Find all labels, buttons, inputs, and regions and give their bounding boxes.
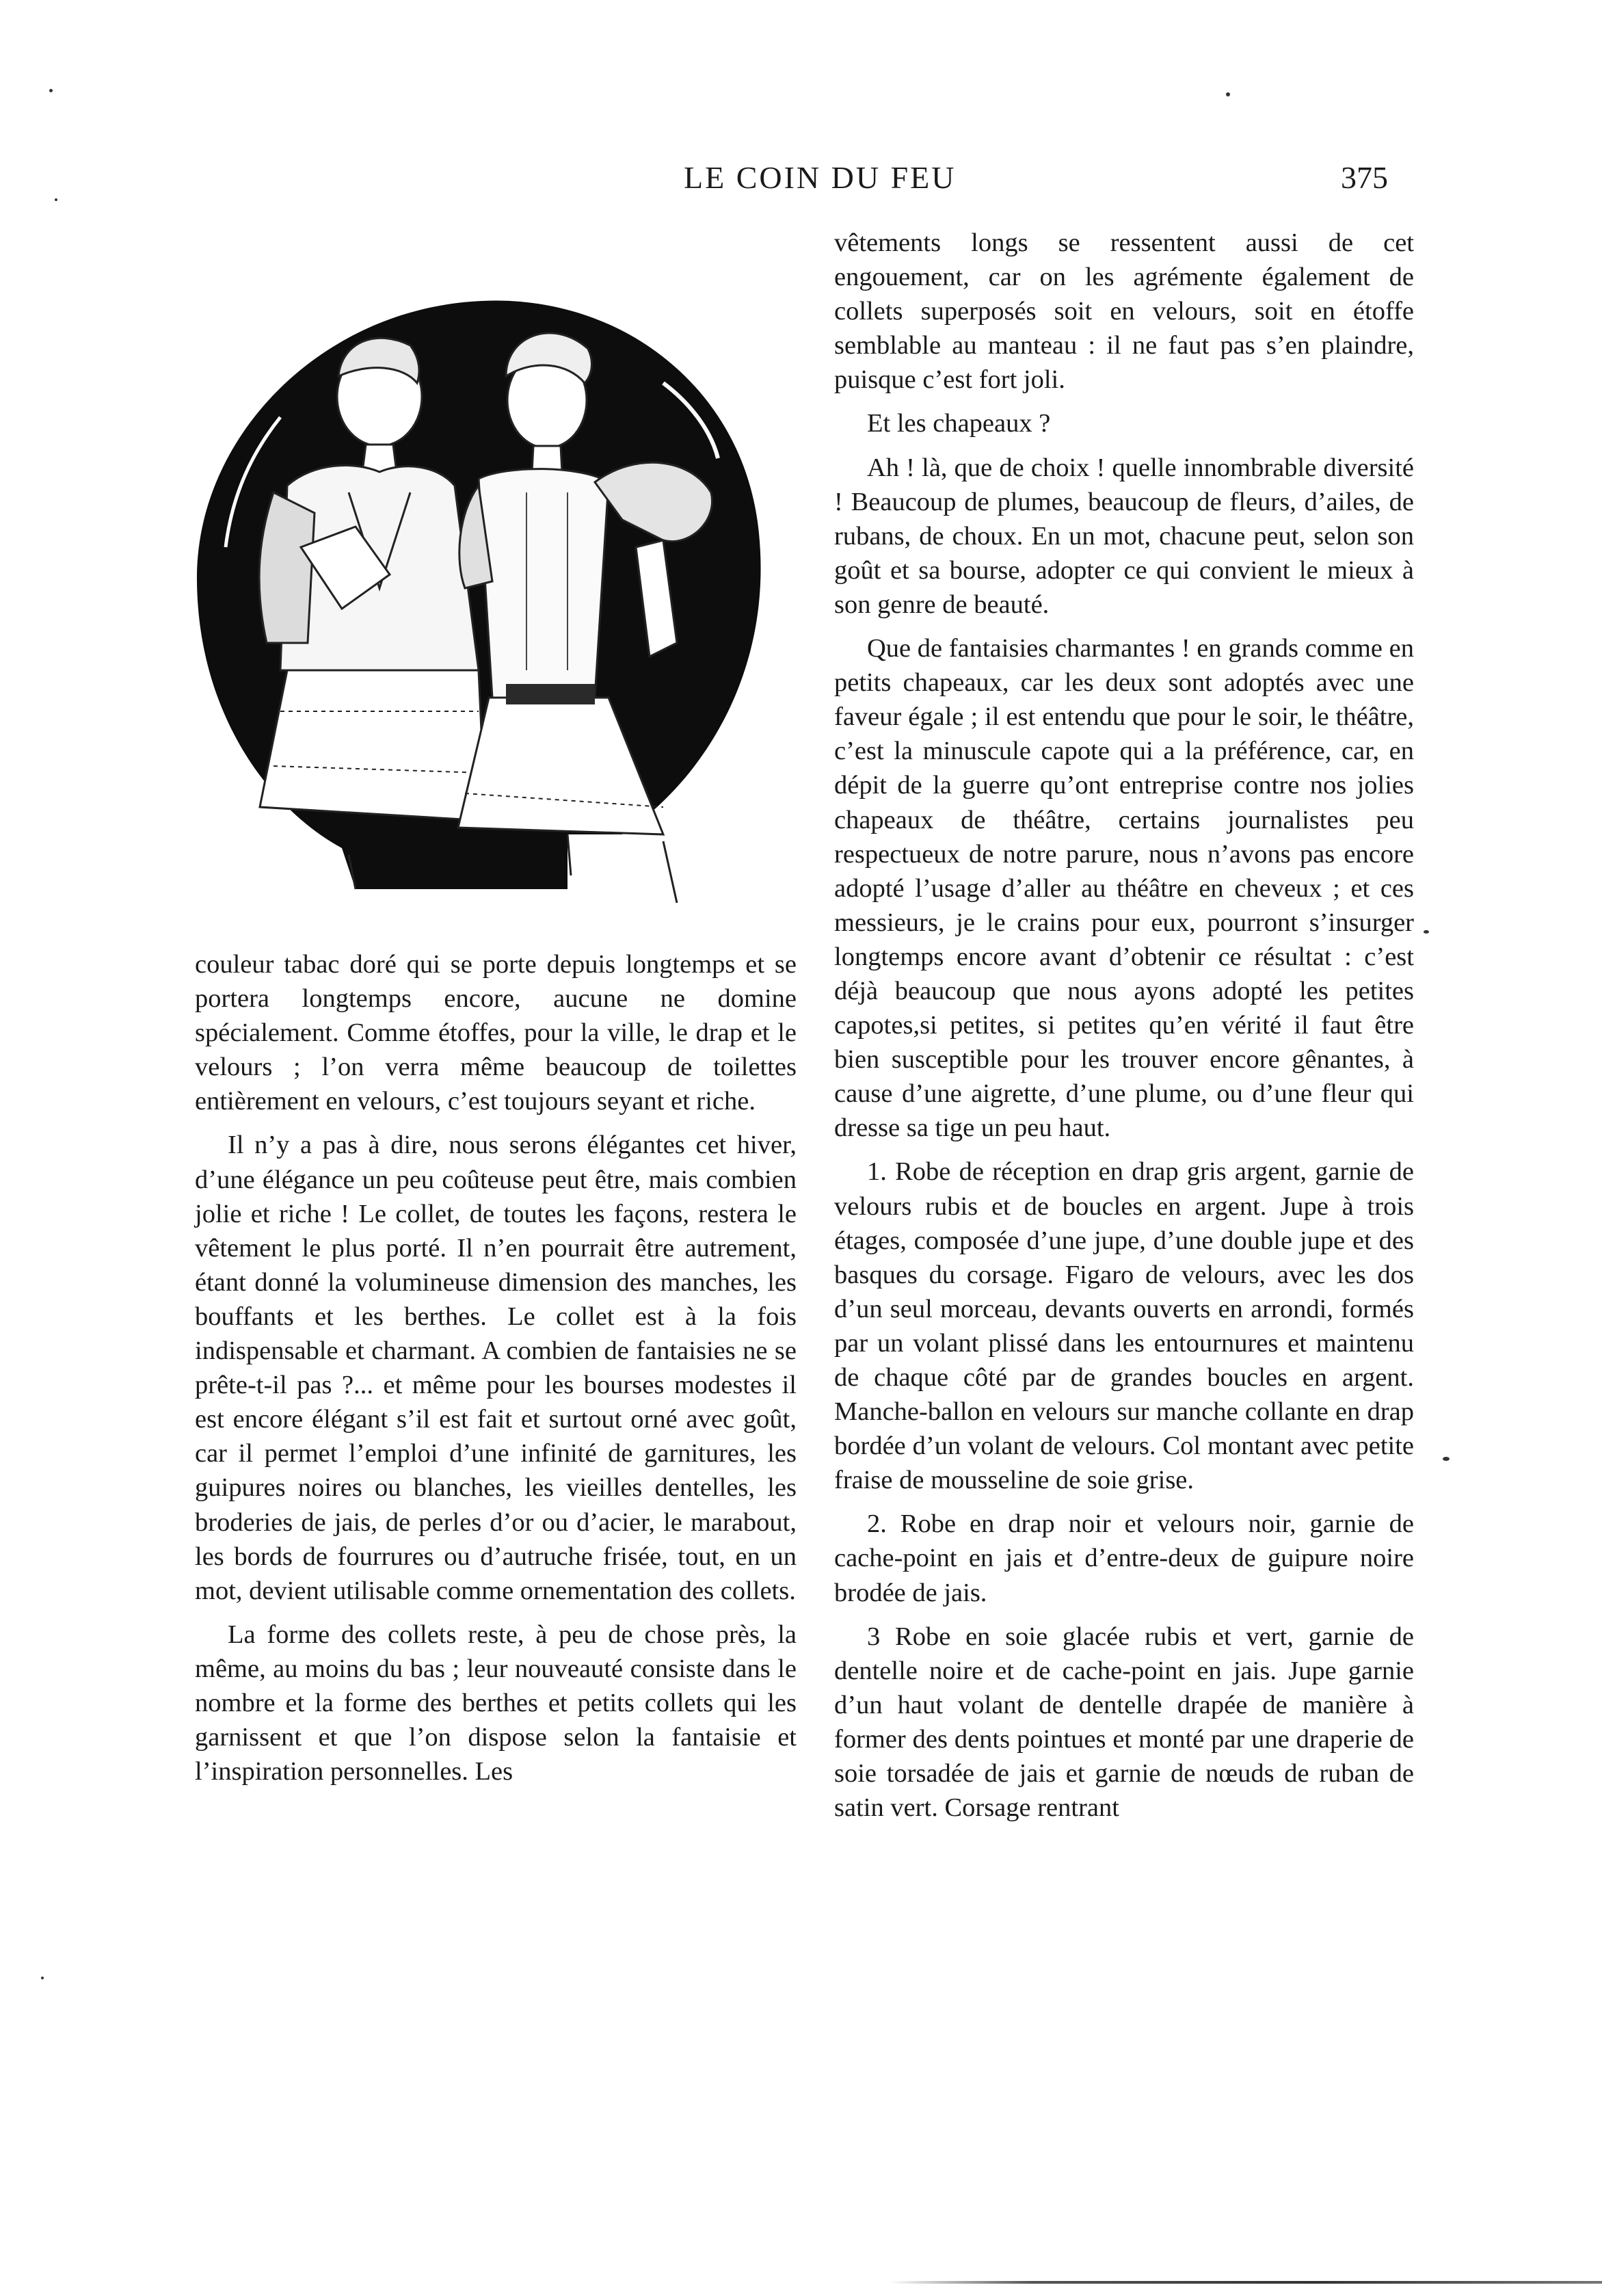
right-column (834, 226, 1414, 1825)
page-header (684, 154, 1388, 202)
scan-bottom-edge (889, 2281, 1602, 2284)
paragraph: 3 Robe en soie glacée rubis et vert, garnie de dentelle noire et de cache-point en jais. Jupe garnie d’un haut volant de dentelle drapée de manière à former des dents pointues et monté par une draperie de soie torsadée de jais et garnie de nœuds de ruban de satin vert. Corsage rentrant (834, 1622, 1414, 1823)
paragraph: Il n’y a pas à dire, nous serons élégantes cet hiver, d’une élégance un peu coûteuse peut être, mais combien jolie et riche ! Le collet, de toutes les façons, restera le vêtement le plus porté. Il n’en pourrait être autrement, étant donné la volumineuse dimension des manches, les bouffants et les berthes. Le collet est à la fois indispensable et charmant. A combien de fantaisies ne se prête-t-il pas ?... et même pour les bourses modestes il est encore élégant s’il est fait et surtout orné avec goût, car il permet l’emploi d’une infinité de garnitures, les guipures noires ou blanches, les vieilles dentelles, les broderies de jais, de perles d’or ou d’acier, le marabout, les bords de fourrures ou d’autruche frisée, tout, en un mot, devient utilisable comme ornementation des collets. (195, 1131, 797, 1605)
paragraph: La forme des collets reste, à peu de chose près, la même, au moins du bas ; leur nouveauté consiste dans le nombre et la forme des berthes et petits collets qui les garnissent et que l’on dispose selon la fantaisie et l’inspiration personnelles. Les (195, 1620, 797, 1786)
paragraph: 1. Robe de réception en drap gris argent, garnie de velours rubis et de boucles en argent. Jupe à trois étages, composée d’une jupe, d’une double jupe et des basques du corsage. Figaro de velours, avec les dos d’un seul morceau, devants ouverts en arrondi, formés par un volant plissé dans les entournures et maintenu de chaque côté par de grandes boucles en argent. Manche-ballon en velours sur manche collante en drap bordée d’un volant de velours. Col montant avec petite fraise de mousseline de soie grise. (834, 1157, 1414, 1495)
paragraph: Ah ! là, que de choix ! quelle innombrable diversité ! Beaucoup de plumes, beaucoup de fleurs, d’ailes, de rubans, de choux. En un mot, chacune peut, selon son goût et sa bourse, adopter ce qui convient le mieux à son genre de beauté. (834, 453, 1414, 619)
left-column (195, 947, 797, 1789)
paragraph: vêtements longs se ressentent aussi de cet engouement, car on les agrémente également de collets superposés soit en velours, soit en étoffe semblable au manteau : il ne faut pas s’en plaindre, puisque c’est fort joli. (834, 228, 1414, 395)
running-title: LE COIN DU FEU (684, 160, 957, 195)
fashion-plate-two-women-icon (185, 287, 779, 923)
paragraph: couleur tabac doré qui se porte depuis longtemps et se portera longtemps encore, aucune ne domine spécialement. Comme étoffes, pour la ville, le drap et le velours ; l’on verra même beaucoup de toilettes entièrement en velours, c’est toujours seyant et riche. (195, 950, 797, 1116)
page-number: 375 (1341, 160, 1388, 195)
paragraph: Que de fantaisies charmantes ! en grands comme en petits chapeaux, car les deux sont adoptés avec une faveur égale ; il est entendu que pour le soir, le théâtre, c’est la minuscule capote qui a la préférence, car, en dépit de la guerre qu’ont entreprise contre nos jolies chapeaux de théâtre, certains journalistes peu respectueux de notre parure, nous n’avons pas encore adopté l’usage d’aller au théâtre en cheveux ; et ces messieurs, je le crains pour eux, pourront s’insurger longtemps encore avant d’obtenir ce résultat : c’est déjà beaucoup que nous ayons adopté les petites capotes,si petites, si petites qu’en vérité il faut être bien susceptible pour les trouver encore gênantes, à cause d’une aigrette, d’une plume, ou d’une fleur qui dresse sa tige un peu haut. (834, 634, 1414, 1143)
paragraph: Et les chapeaux ? (867, 409, 1051, 438)
fashion-plate-illustration (185, 287, 779, 923)
paragraph: 2. Robe en drap noir et velours noir, garnie de cache-point en jais et d’entre-deux de guipure noire brodée de jais. (834, 1509, 1414, 1607)
